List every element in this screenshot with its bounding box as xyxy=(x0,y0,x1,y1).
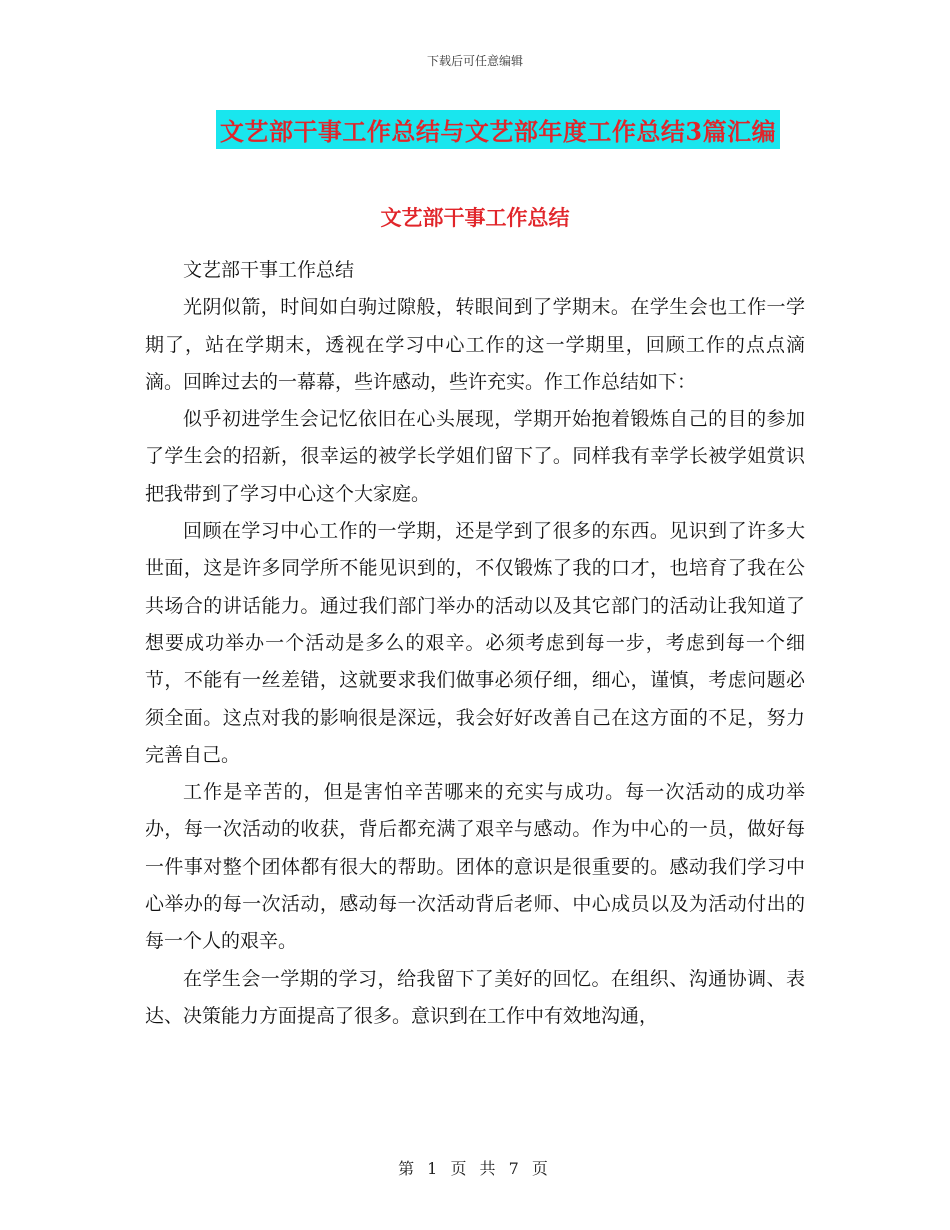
document-body xyxy=(145,252,805,1035)
document-title-container xyxy=(0,110,950,149)
paragraph: 似乎初进学生会记忆依旧在心头展现，学期开始抱着锻炼自己的目的参加了学生会的招新，很幸运的被学长学姐们留下了。同样我有幸学长被学姐赏识把我带到了学习中心这个大家庭。 xyxy=(145,408,805,505)
paragraph: 工作是辛苦的，但是害怕辛苦哪来的充实与成功。每一次活动的成功举办，每一次活动的收获，背后都充满了艰辛与感动。作为中心的一员，做好每一件事对整个团体都有很大的帮助。团体的意识是很重要的。感动我们学习中心举办的每一次活动，感动每一次活动背后老师、中心成员以及为活动付出的每一个人的艰辛。 xyxy=(145,781,805,953)
section-title: 文艺部干事工作总结 xyxy=(380,205,570,230)
paragraph: 回顾在学习中心工作的一学期，还是学到了很多的东西。见识到了许多大世面，这是许多同学所不能见识到的，不仅锻炼了我的口才，也培育了我在公共场合的讲话能力。通过我们部门举办的活动以及其它部门的活动让我知道了想要成功举办一个活动是多么的艰辛。必须考虑到每一步，考虑到每一个细节，不能有一丝差错，这就要求我们做事必须仔细，细心，谨慎，考虑问题必须全面。这点对我的影响很是深远，我会好好改善自己在这方面的不足，努力完善自己。 xyxy=(145,520,805,766)
page-footer: 第 1 页 共 7 页 xyxy=(398,1159,552,1178)
paragraph: 在学生会一学期的学习，给我留下了美好的回忆。在组织、沟通协调、表达、决策能力方面提高了很多。意识到在工作中有效地沟通， xyxy=(145,967,805,1027)
document-title: 文艺部干事工作总结与文艺部年度工作总结3篇汇编 xyxy=(216,110,780,149)
header-note: 下载后可任意编辑 xyxy=(426,54,523,68)
paragraph: 光阴似箭，时间如白驹过隙般，转眼间到了学期末。在学生会也工作一学期了，站在学期末，透视在学习中心工作的这一学期里，回顾工作的点点滴滴。回眸过去的一幕幕，些许感动，些许充实。作工作总结如下： xyxy=(145,296,805,393)
paragraph-subtitle: 文艺部干事工作总结 xyxy=(183,259,355,281)
